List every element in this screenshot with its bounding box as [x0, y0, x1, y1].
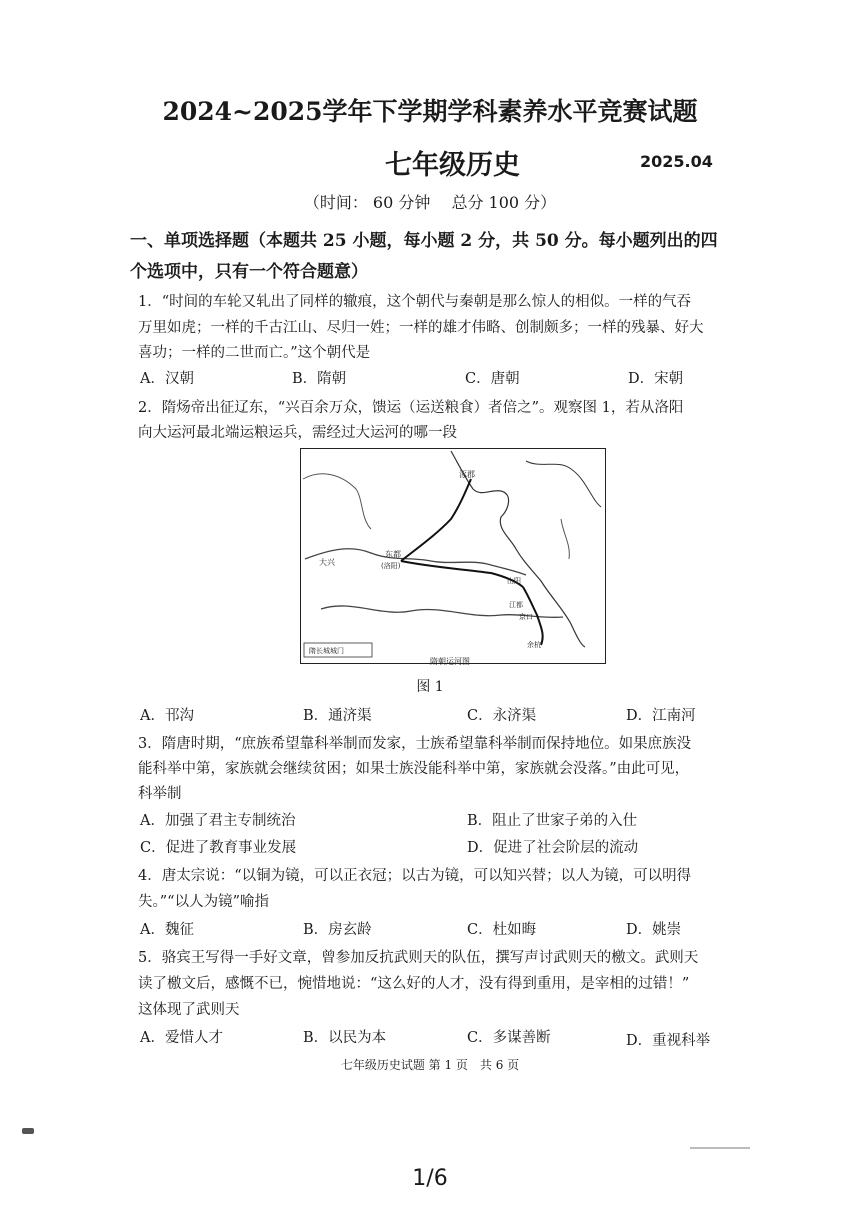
- legend-label: 隋长城城门: [309, 647, 344, 655]
- q3-line2: 能科举中第，家族就会继续贫困；如果士族没能科举中第，家族就会没落。”由此可见，: [138, 761, 690, 777]
- exam-date: 2025.04: [640, 152, 713, 171]
- q2-option-d: D．江南河: [626, 708, 696, 724]
- q1-option-d: D．宋朝: [628, 371, 684, 387]
- label-jiangdu: 江都: [509, 601, 523, 609]
- exam-time-info: （时间： 60 分钟 总分 100 分）: [303, 193, 557, 212]
- page-indicator: 1/6: [412, 1166, 448, 1191]
- q5-line1: 5．骆宾王写得一手好文章，曾参加反抗武则天的队伍，撰写声讨武则天的檄文。武则天: [138, 950, 699, 966]
- q1-option-c: C．唐朝: [465, 371, 520, 387]
- east-river: [561, 519, 569, 559]
- q3-line3: 科举制: [138, 786, 182, 802]
- northwest-river: [303, 474, 371, 529]
- q5-line2: 读了檄文后，感慨不已，惋惜地说：“这么好的人才，没有得到重用，是宰相的过错！”: [138, 976, 690, 992]
- q5-line3: 这体现了武则天: [138, 1002, 240, 1018]
- label-shanyang: 山阳: [507, 577, 521, 585]
- coastline-north: [526, 461, 601, 507]
- yongji-canal: [401, 479, 471, 561]
- scan-artifact-left: [22, 1128, 34, 1134]
- q5-option-c: C．多谋善断: [467, 1030, 551, 1046]
- q2-option-b: B．通济渠: [303, 708, 372, 724]
- label-luoyang: (洛阳): [381, 562, 401, 570]
- tongji-canal: [401, 561, 523, 587]
- q3-option-a: A．加强了君主专制统治: [140, 813, 296, 829]
- q4-option-d: D．姚崇: [626, 922, 682, 938]
- exam-subject: 七年级历史: [385, 150, 520, 181]
- q3-option-c: C．促进了教育事业发展: [140, 840, 297, 856]
- q3-option-d: D．促进了社会阶层的流动: [467, 840, 639, 856]
- q4-line1: 4．唐太宗说：“以铜为镜，可以正衣冠；以古为镜，可以知兴替；以人为镜，可以明得: [138, 868, 692, 884]
- label-dongdu: 东都: [385, 550, 401, 559]
- q3-option-b: B．阻止了世家子弟的入仕: [467, 813, 638, 829]
- q1-option-a: A．汉朝: [140, 371, 194, 387]
- canal-map: [300, 448, 606, 664]
- scan-artifact-right: [690, 1147, 750, 1149]
- exam-title: 2024~2025学年下学期学科素养水平竞赛试题: [162, 97, 698, 126]
- q3-line1: 3．隋唐时期，“庶族希望靠科举制而发家，士族希望靠科举制而保持地位。如果庶族没: [138, 736, 692, 752]
- canal-map-drawing: [301, 449, 605, 663]
- yellow-river: [305, 549, 526, 575]
- q4-option-c: C．杜如晦: [467, 922, 537, 938]
- label-zhuojun: 涿郡: [459, 470, 475, 479]
- page-footer: 七年级历史试题 第 1 页 共 6 页: [340, 1058, 520, 1072]
- q4-option-a: A．魏征: [140, 922, 194, 938]
- section-heading-line1: 一、单项选择题（本题共 25 小题，每小题 2 分，共 50 分。每小题列出的四: [130, 231, 718, 251]
- q5-option-d: D．重视科举: [626, 1033, 711, 1049]
- q1-line2: 万里如虎；一样的千古江山、尽归一姓；一样的雄才伟略、创制颇多；一样的残暴、好大: [138, 320, 704, 336]
- q2-option-a: A．邗沟: [140, 708, 194, 724]
- q4-option-b: B．房玄龄: [303, 922, 372, 938]
- label-jingkou: 京口: [519, 613, 533, 621]
- q4-line2: 失。”“以人为镜”喻指: [138, 894, 269, 910]
- q2-line2: 向大运河最北端运粮运兵，需经过大运河的哪一段: [138, 425, 457, 441]
- map-title: 隋朝运河图: [430, 657, 470, 666]
- section-heading-line2: 个选项中，只有一个符合题意）: [130, 262, 368, 282]
- label-daxing: 大兴: [319, 558, 335, 567]
- q1-option-b: B．隋朝: [292, 371, 347, 387]
- label-yuhang: 余杭: [527, 641, 541, 649]
- q1-line3: 喜功；一样的二世而亡。”这个朝代是: [138, 345, 371, 361]
- figure-caption: 图 1: [416, 679, 444, 695]
- q2-option-c: C．永济渠: [467, 708, 537, 724]
- q2-line1: 2．隋炀帝出征辽东，“兴百余万众，馈运（运送粮食）者倍之”。观察图 1，若从洛阳: [138, 400, 684, 416]
- q1-line1: 1．“时间的车轮又轧出了同样的辙痕，这个朝代与秦朝是那么惊人的相似。一样的气吞: [138, 294, 692, 310]
- q5-option-b: B．以民为本: [303, 1030, 387, 1046]
- q5-option-a: A．爱惜人才: [140, 1030, 223, 1046]
